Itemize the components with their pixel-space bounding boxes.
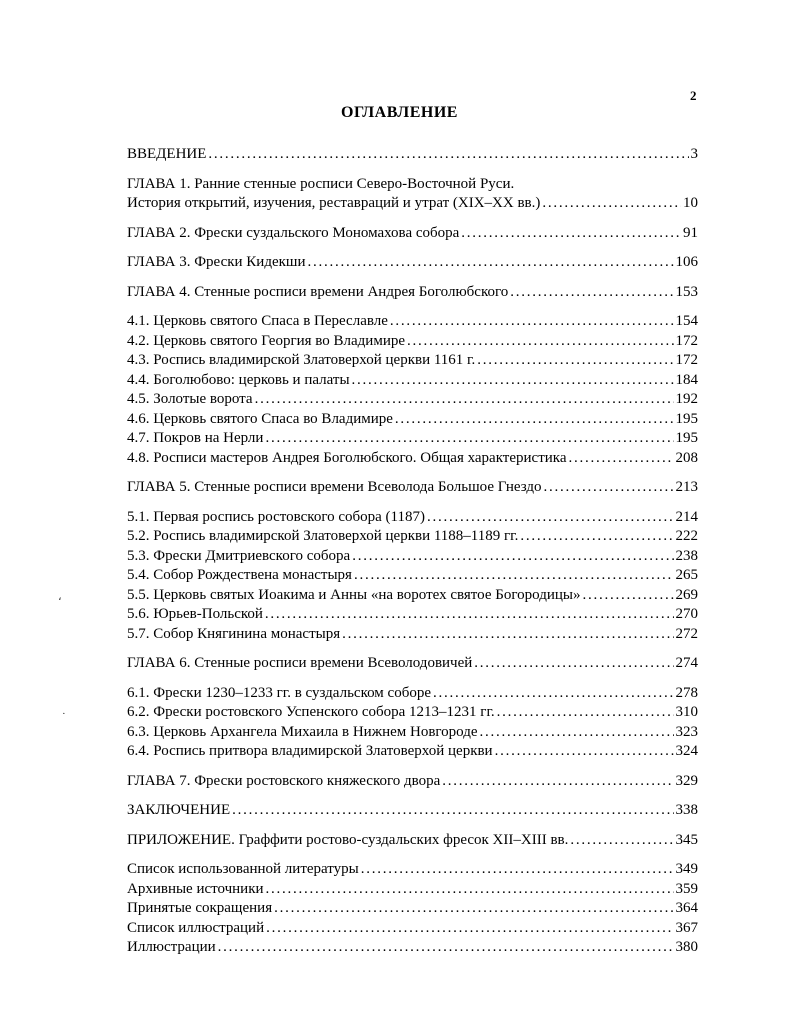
toc-leader-dots [433,684,674,704]
table-of-contents [127,145,698,968]
toc-entry-page: 184 [675,371,698,388]
toc-leader-dots [427,508,674,528]
toc-entry-title: ГЛАВА 3. Фрески Кидекши [127,254,306,270]
toc-entry-page: 269 [675,586,698,603]
toc-entry[interactable] [127,566,698,586]
toc-leader-dots [266,919,673,939]
toc-entry-title: ПРИЛОЖЕНИЕ. Граффити ростово-суздальских фресок XII–XIII вв. [127,831,569,848]
toc-entry-title: 4.8. Росписи мастеров Андрея Боголюбского. Общая характеристика [127,449,567,466]
toc-entry-title: ГЛАВА 6. Стенные росписи времени Всеволодовичей [127,655,473,671]
toc-entry-title: 4.4. Боголюбово: церковь и палаты [127,371,350,388]
toc-entry-page: 154 [675,313,698,329]
toc-entry-title: ВВЕДЕНИЕ [127,146,207,162]
toc-entry[interactable] [127,831,698,851]
toc-group [127,801,698,821]
toc-entry[interactable] [127,332,698,352]
toc-entry-title: Принятые сокращения [127,900,273,916]
toc-group [127,253,698,273]
toc-leader-dots [208,145,688,165]
toc-entry-title: 5.1. Первая роспись ростовского собора (1187) [127,508,425,525]
toc-entry[interactable] [127,283,698,303]
toc-entry[interactable] [127,654,698,674]
toc-leader-dots [307,253,673,273]
toc-leader-dots [442,772,673,792]
toc-entry-page: 3 [690,146,698,162]
toc-entry[interactable] [127,449,698,469]
toc-entry-page: 222 [675,528,698,544]
toc-group [127,224,698,244]
toc-entry[interactable] [127,508,698,528]
toc-entry[interactable] [127,194,698,214]
toc-entry-title: ГЛАВА 5. Стенные росписи времени Всеволода Большое Гнездо [127,479,542,495]
toc-leader-dots [265,605,674,625]
toc-entry-page: 310 [675,704,698,720]
toc-entry-page: 10 [683,195,698,211]
toc-entry[interactable] [127,703,698,723]
toc-leader-dots [570,831,673,851]
toc-entry[interactable] [127,351,698,371]
toc-entry-title: 5.7. Собор Княгинина монастыря [127,625,341,642]
toc-entry[interactable] [127,919,698,939]
toc-entry-page: 367 [675,919,698,936]
toc-leader-dots [354,566,674,586]
toc-entry-page: 324 [675,743,698,759]
toc-leader-dots [542,194,681,214]
toc-entry-heading: ГЛАВА 1. Ранние стенные росписи Северо-Восточной Руси. [127,175,515,192]
toc-group [127,684,698,762]
toc-entry-page: 323 [675,723,698,740]
toc-entry-title: 6.4. Роспись притвора владимирской Златоверхой церкви [127,743,493,759]
toc-entry[interactable] [127,772,698,792]
toc-leader-dots [569,449,674,469]
toc-leader-dots [361,860,674,880]
toc-leader-dots [352,371,674,391]
toc-entry-page: 349 [675,861,698,877]
toc-entry-title: История открытий, изучения, реставраций и утрат (XIX–XX вв.) [127,195,541,211]
toc-entry-title: 6.2. Фрески ростовского Успенского собора 1213–1231 гг. [127,704,495,720]
toc-entry-page: 172 [675,352,698,368]
toc-entry-title: 4.2. Церковь святого Георгия во Владимире [127,332,405,349]
toc-entry-title: 4.6. Церковь святого Спаса во Владимире [127,410,393,427]
toc-leader-dots [461,224,681,244]
toc-entry[interactable] [127,684,698,704]
toc-leader-dots [255,390,674,410]
toc-entry-page: 238 [675,547,698,564]
toc-entry[interactable] [127,371,698,391]
toc-entry[interactable] [127,723,698,743]
toc-leader-dots [480,723,674,743]
toc-group [127,283,698,303]
page-number: 2 [690,88,697,103]
toc-entry[interactable] [127,742,698,762]
toc-entry-title: ЗАКЛЮЧЕНИЕ [127,802,231,818]
toc-entry-page: 172 [675,332,698,349]
toc-entry-page: 270 [675,606,698,622]
toc-entry-title: 5.6. Юрьев-Польской [127,606,263,622]
toc-entry[interactable] [127,429,698,449]
toc-group [127,175,698,214]
toc-entry[interactable] [127,860,698,880]
toc-entry[interactable] [127,605,698,625]
toc-entry-page: 208 [675,449,698,466]
toc-group [127,508,698,645]
toc-entry-title: ГЛАВА 4. Стенные росписи времени Андрея Боголюбского [127,283,509,300]
toc-entry-title: 5.4. Собор Рождествена монастыря [127,567,352,583]
toc-group [127,145,698,165]
toc-group [127,831,698,851]
toc-leader-dots [510,283,673,303]
toc-entry-title: 6.3. Церковь Архангела Михаила в Нижнем Новгороде [127,723,478,740]
toc-leader-dots [395,410,674,430]
toc-entry-title: 4.1. Церковь святого Спаса в Переславле [127,313,388,329]
toc-entry[interactable] [127,478,698,498]
toc-entry-title: 5.3. Фрески Дмитриевского собора [127,547,351,564]
toc-entry[interactable] [127,547,698,567]
toc-entry[interactable] [127,224,698,244]
toc-entry[interactable] [127,899,698,919]
scan-mark: · [62,708,66,720]
toc-leader-dots [497,703,674,723]
toc-entry-page: 153 [675,283,698,300]
toc-entry-page: 380 [675,939,698,955]
toc-group [127,312,698,468]
toc-entry-page: 106 [675,254,698,270]
toc-leader-dots [218,938,674,958]
toc-entry-title: 4.5. Золотые ворота [127,391,253,407]
toc-entry-page: 265 [675,567,698,583]
toc-entry[interactable] [127,312,698,332]
toc-leader-dots [274,899,673,919]
toc-leader-dots [407,332,674,352]
toc-leader-dots [474,654,673,674]
toc-entry-page: 278 [675,684,698,701]
toc-entry-title: Список иллюстраций [127,919,265,936]
toc-entry-title: ГЛАВА 2. Фрески суздальского Мономахова собора [127,224,460,241]
toc-entry-page: 213 [675,479,698,495]
toc-entry-title: 5.5. Церковь святых Иоакима и Анны «на воротех святое Богородицы» [127,586,581,603]
toc-entry-title: Список использованной литературы [127,861,359,877]
toc-group [127,654,698,674]
toc-leader-dots [352,547,673,567]
toc-entry-page: 329 [675,772,698,789]
toc-leader-dots [582,586,673,606]
toc-entry[interactable] [127,938,698,958]
toc-entry-page: 364 [675,900,698,916]
toc-entry-page: 338 [675,802,698,818]
toc-entry-page: 195 [675,410,698,427]
toc-entry[interactable] [127,625,698,645]
toc-entry[interactable] [127,527,698,547]
toc-group [127,772,698,792]
toc-leader-dots [544,478,674,498]
toc-entry-title: 5.2. Роспись владимирской Златоверхой церкви 1188–1189 гг. [127,528,519,544]
toc-entry-page: 272 [675,625,698,642]
toc-entry-page: 214 [675,508,698,525]
toc-entry-page: 274 [675,655,698,671]
toc-entry-title: Архивные источники [127,880,264,897]
toc-entry[interactable] [127,145,698,165]
toc-entry-title: 6.1. Фрески 1230–1233 гг. в суздальском соборе [127,684,431,701]
toc-entry[interactable] [127,410,698,430]
toc-entry-title: ГЛАВА 7. Фрески ростовского княжеского двора [127,772,441,789]
toc-leader-dots [495,742,674,762]
toc-entry-page: 359 [675,880,698,897]
toc-leader-dots [520,527,673,547]
toc-entry-title: 4.3. Роспись владимирской Златоверхой церкви 1161 г. [127,352,476,368]
toc-leader-dots [266,880,674,900]
toc-leader-dots [390,312,674,332]
toc-entry-page: 91 [683,224,698,241]
toc-leader-dots [232,801,673,821]
toc-group [127,478,698,498]
toc-entry-page: 195 [675,430,698,446]
toc-entry[interactable] [127,253,698,273]
scan-mark: ، [58,591,62,603]
toc-entry-page: 192 [675,391,698,407]
toc-entry-title: 4.7. Покров на Нерли [127,430,264,446]
toc-leader-dots [477,351,673,371]
toc-leader-dots [265,429,673,449]
page-title: ОГЛАВЛЕНИЕ [341,104,458,121]
toc-leader-dots [342,625,673,645]
toc-entry-title: Иллюстрации [127,939,216,955]
toc-entry-page: 345 [675,831,698,848]
toc-entry[interactable] [127,586,698,606]
toc-entry[interactable] [127,801,698,821]
toc-entry[interactable] [127,390,698,410]
toc-entry[interactable] [127,880,698,900]
toc-group [127,860,698,958]
